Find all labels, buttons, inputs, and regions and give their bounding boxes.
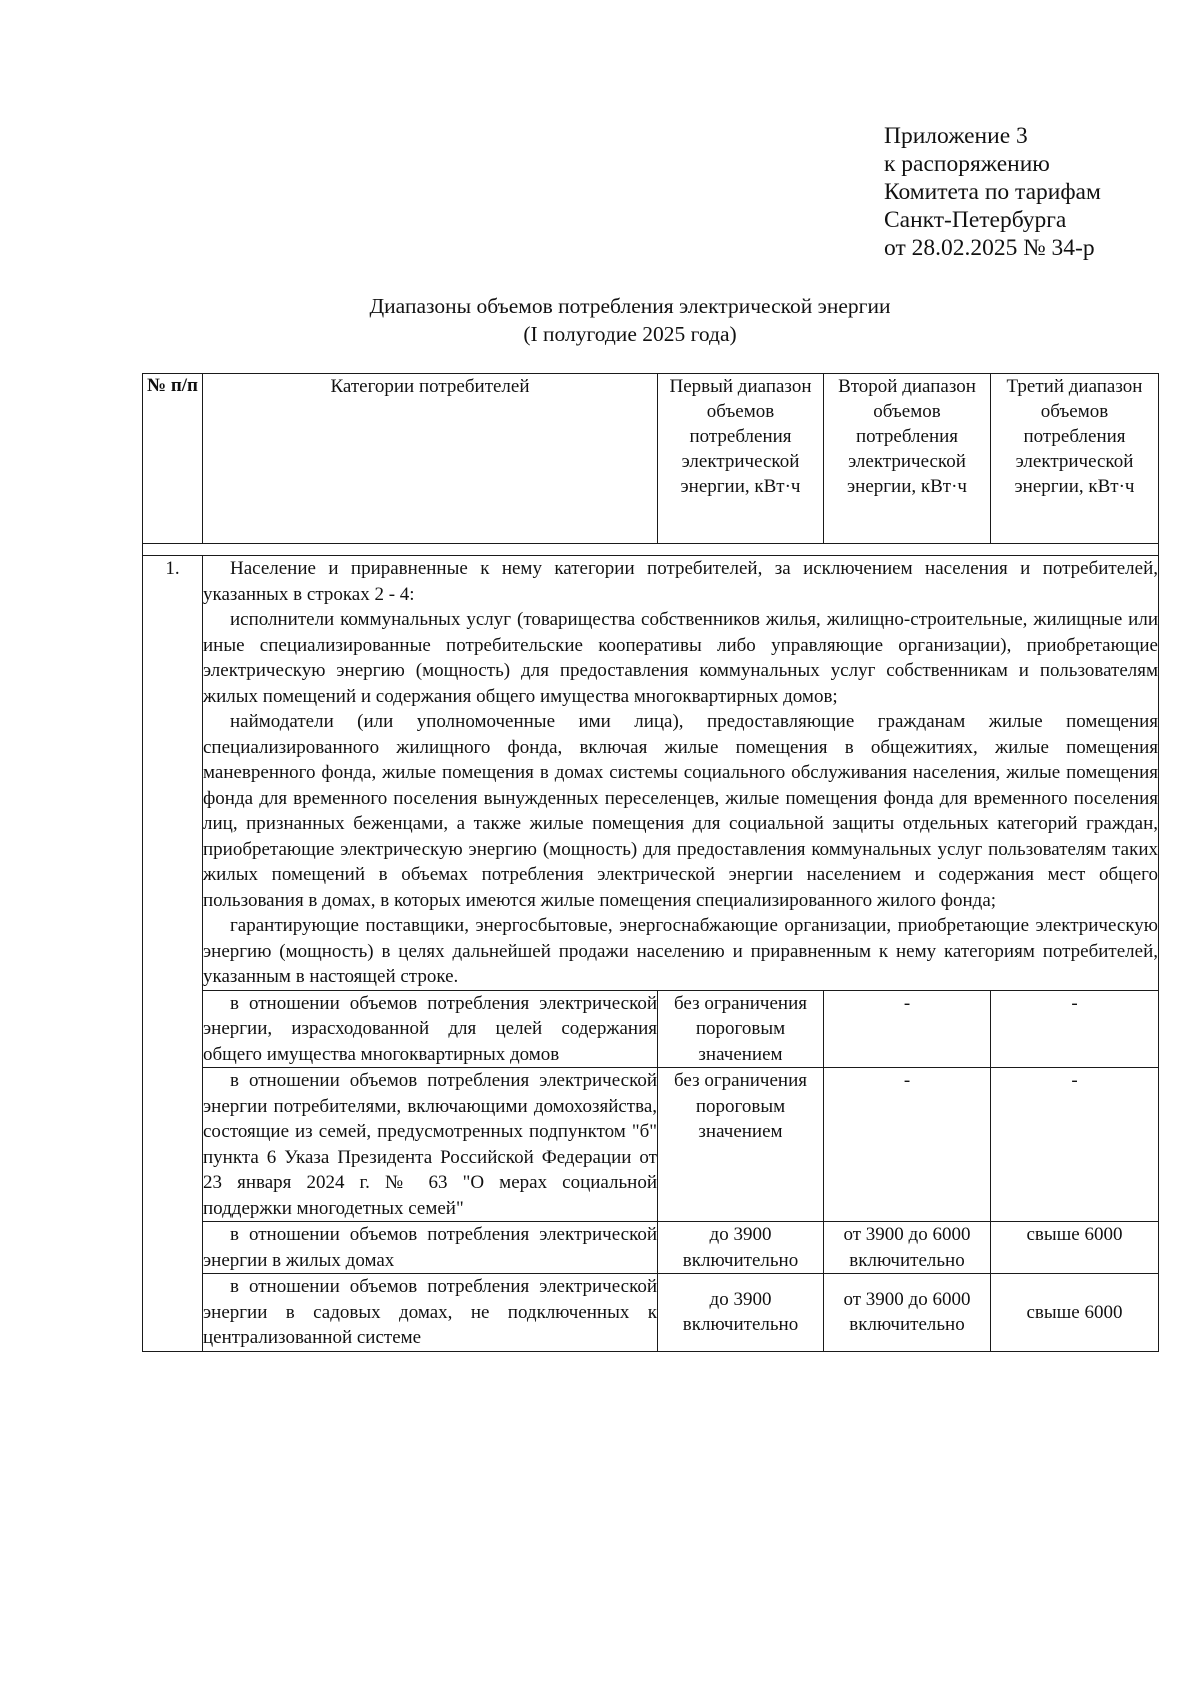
subrow-range-1: без ограничения пороговым значением (658, 990, 824, 1068)
title-line-1: Диапазоны объемов потребления электрической энергии (369, 294, 891, 318)
subrow-range-1: без ограничения пороговым значением (658, 1068, 824, 1222)
subrow-range-2: от 3900 до 6000 включительно (824, 1274, 991, 1352)
table-row (143, 990, 1159, 1068)
appendix-line: к распоряжению (884, 151, 1050, 177)
table-row (143, 1274, 1159, 1352)
header-range-3: Третий диапазон объемов потребления электрической энергии, кВт·ч (991, 374, 1159, 544)
subrow-range-3: свыше 6000 (991, 1274, 1159, 1352)
subrow-text: в отношении объемов потребления электрической энергии потребителями, включающими домохозяйства, состоящие из семей, предусмотренных подпунктом "б" пункта 6 Указа Президента Российской Федерации от 23 января 2024 г. № 63 "О мерах социальной поддержки многодетных семей" (203, 1068, 658, 1222)
description-paragraph: наймодатели (или уполномоченные ими лица), предоставляющие гражданам жилые помещения специализированного жилищного фонда, включая жилые помещения в общежитиях, жилые помещения маневренного фонда, жилые помещения в домах системы социального обслуживания населения, жилые помещения фонда для временного поселения вынужденных переселенцев, жилые помещения фонда для временного поселения лиц, признанных беженцами, а также жилые помещения для социальной защиты отдельных категорий граждан, приобретающие электрическую энергию (мощность) для предоставления коммунальных услуг пользователям таких жилых помещений в объемах потребления электрической энергии населением и содержания мест общего пользования в домах, в которых имеются жилые помещения специализированного жилого фонда; (203, 711, 1158, 911)
appendix-line: Комитета по тарифам (884, 179, 1101, 205)
subrow-range-3: - (991, 1068, 1159, 1222)
title-line-2: (I полугодие 2025 года) (523, 322, 737, 346)
description-paragraph: Население и приравненные к нему категории потребителей, за исключением населения и потребителей, указанных в строках 2 - 4: (203, 558, 1158, 605)
table-row (143, 1068, 1159, 1222)
table-header-row (143, 374, 1159, 544)
description-paragraph: гарантирующие поставщики, энергосбытовые, энергоснабжающие организации, приобретающие электрическую энергию (мощность) в целях дальнейшей продажи населению и приравненным к нему категориям потребителей, указанным в настоящей строке. (203, 915, 1158, 987)
header-range-1: Первый диапазон объемов потребления электрической энергии, кВт·ч (658, 374, 824, 544)
subrow-text: в отношении объемов потребления электрической энергии в садовых домах, не подключенных к централизованной системе (203, 1274, 658, 1352)
subrow-range-2: - (824, 990, 991, 1068)
subrow-text: в отношении объемов потребления электрической энергии в жилых домах (203, 1222, 658, 1274)
category-description (203, 556, 1159, 991)
table-row (143, 1222, 1159, 1274)
appendix-line: от 28.02.2025 № 34-р (884, 235, 1095, 261)
subrow-text: в отношении объемов потребления электрической энергии, израсходованной для целей содержания общего имущества многоквартирных домов (203, 990, 658, 1068)
header-category: Категории потребителей (203, 374, 658, 544)
ranges-table (142, 373, 1159, 1352)
subrow-range-3: - (991, 990, 1159, 1068)
appendix-line: Санкт-Петербурга (884, 207, 1067, 233)
row-number: 1. (143, 556, 203, 1352)
subrow-range-2: - (824, 1068, 991, 1222)
description-paragraph: исполнители коммунальных услуг (товарищества собственников жилья, жилищно-строительные, жилищные или иные специализированные потребительские кооперативы либо управляющие организации), приобретающие электрическую энергию (мощность) для предоставления коммунальных услуг собственникам и пользователям жилых помещений и содержания общего имущества многоквартирных домов; (203, 609, 1158, 707)
table-row (143, 556, 1159, 991)
subrow-range-2: от 3900 до 6000 включительно (824, 1222, 991, 1274)
gap-cell (143, 544, 1159, 556)
table-gap-row (143, 544, 1159, 556)
document-title (150, 292, 1110, 348)
subrow-range-3: свыше 6000 (991, 1222, 1159, 1274)
header-range-2: Второй диапазон объемов потребления электрической энергии, кВт·ч (824, 374, 991, 544)
subrow-range-1: до 3900 включительно (658, 1274, 824, 1352)
appendix-line: Приложение 3 (884, 123, 1028, 149)
appendix-block (884, 122, 1101, 262)
header-num: № п/п (143, 374, 203, 544)
subrow-range-1: до 3900 включительно (658, 1222, 824, 1274)
